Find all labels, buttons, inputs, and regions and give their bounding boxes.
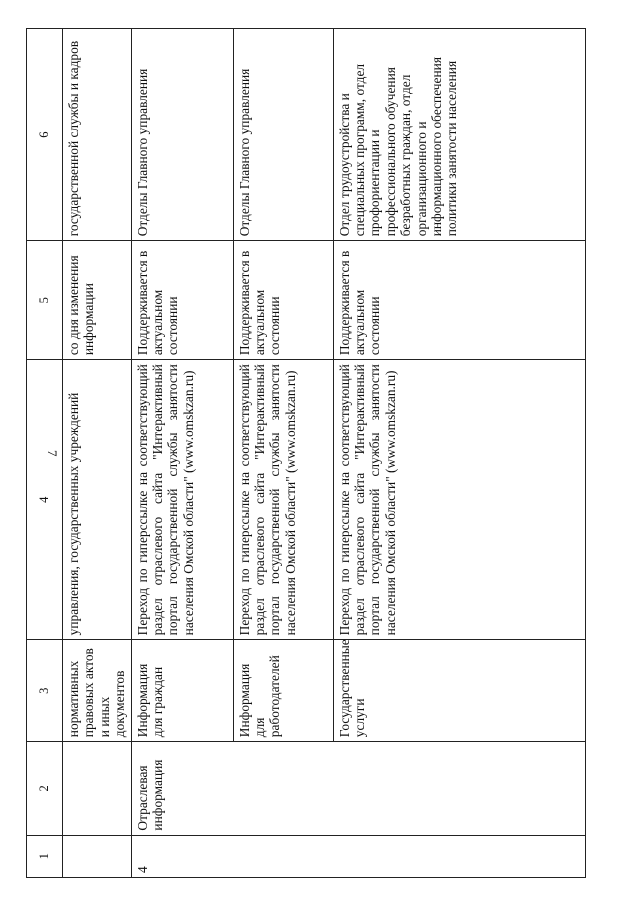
- header-col-6: 6: [27, 29, 63, 241]
- page-number: 7: [45, 450, 60, 457]
- gov-services-source: Переход по гиперссылке на соответствующий раздел отраслевого сайта "Интерактивный портал государственной службы занятости населения Омской области" (www.omskzan.ru): [333, 360, 585, 640]
- section-name: Отраслевая информация: [131, 742, 585, 835]
- info-citizens-source: Переход по гиперссылке на соответствующий раздел отраслевого сайта "Интерактивный портал государственной службы занятости населения Омской области" (www.omskzan.ru): [131, 360, 233, 640]
- header-row: [27, 29, 63, 878]
- cont-col-3: нормативных правовых актов и иных документов: [63, 640, 132, 742]
- header-col-5: 5: [27, 241, 63, 360]
- header-col-4: 4: [27, 360, 63, 640]
- info-citizens-responsible: Отделы Главного управления: [131, 29, 233, 241]
- cont-col-5: со дня изменения информации: [63, 241, 132, 360]
- info-citizens-label: Информация для граждан: [131, 640, 233, 742]
- document-table-rotated: [26, 28, 586, 878]
- gov-services-label: Государственные услуги: [333, 640, 585, 742]
- info-employers-source: Переход по гиперссылке на соответствующий раздел отраслевого сайта "Интерактивный портал государственной службы занятости населения Омской области" (www.omskzan.ru): [233, 360, 333, 640]
- info-employers-label: Информация для работодателей: [233, 640, 333, 742]
- gov-services-period: Поддерживается в актуальном состоянии: [333, 241, 585, 360]
- info-employers-period: Поддерживается в актуальном состоянии: [233, 241, 333, 360]
- info-citizens-period: Поддерживается в актуальном состоянии: [131, 241, 233, 360]
- row-number: 4: [131, 835, 585, 877]
- header-col-1: 1: [27, 835, 63, 877]
- header-col-3: 3: [27, 640, 63, 742]
- industry-row-1: [131, 29, 233, 878]
- cont-col-6: государственной службы и кадров: [63, 29, 132, 241]
- header-col-2: 2: [27, 742, 63, 835]
- continuation-row: [63, 29, 132, 878]
- info-table: [26, 28, 586, 878]
- info-employers-responsible: Отделы Главного управления: [233, 29, 333, 241]
- gov-services-responsible: Отдел трудоустройства и специальных программ, отдел профориентации и профессионального обучения безработных граждан, отдел организационного и информационного обеспечения политики занятости населения: [333, 29, 585, 241]
- cont-col-1: [63, 835, 132, 877]
- cont-col-2: [63, 742, 132, 835]
- cont-col-4: управления, государственных учреждений: [63, 360, 132, 640]
